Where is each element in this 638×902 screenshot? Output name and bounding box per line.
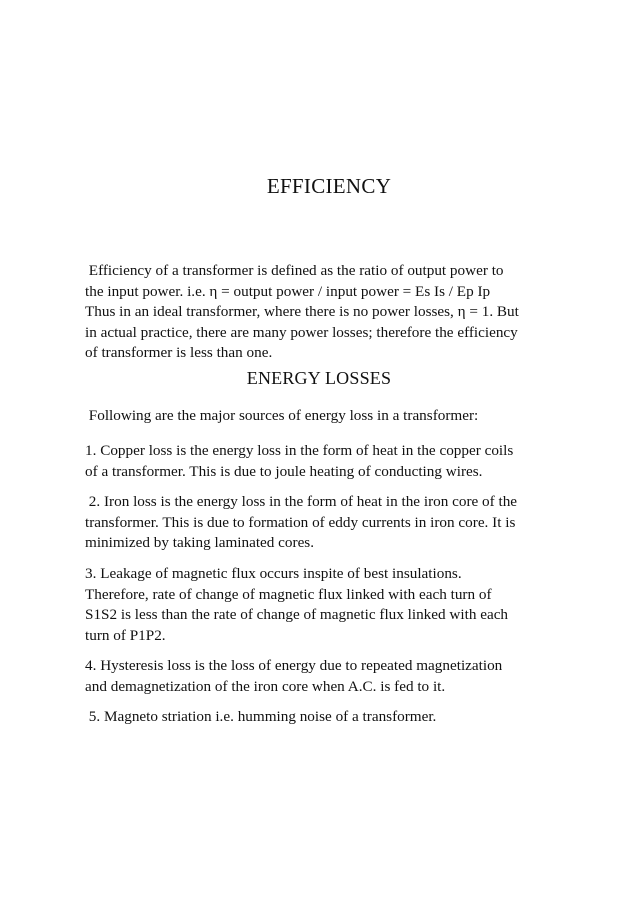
point-hysteresis-loss	[85, 656, 565, 697]
point-line: 2. Iron loss is the energy loss in the form of heat in the iron core of the	[85, 493, 518, 510]
point-line: 5. Magneto striation i.e. humming noise of a transformer.	[85, 708, 437, 725]
point-line: 3. Leakage of magnetic flux occurs inspite of best insulations.	[85, 565, 462, 582]
point-line: Therefore, rate of change of magnetic flux linked with each turn of	[85, 585, 492, 603]
point-line: transformer. This is due to formation of eddy currents in iron core. It is	[85, 513, 516, 531]
lead-line: Following are the major sources of energy loss in a transformer:	[85, 407, 479, 424]
point-line: of a transformer. This is due to joule heating of conducting wires.	[85, 462, 483, 480]
intro-line: the input power. i.e. η = output power / input power = Es Is / Ep Ip	[85, 282, 491, 300]
intro-line: Thus in an ideal transformer, where there is no power losses, η = 1. But	[85, 303, 519, 320]
point-flux-leakage	[85, 564, 565, 646]
page-title: EFFICIENCY	[266, 174, 392, 198]
point-magnetostriction	[85, 707, 565, 728]
intro-line: of transformer is less than one.	[85, 344, 273, 361]
point-line: minimized by taking laminated cores.	[85, 534, 315, 551]
point-iron-loss	[85, 492, 565, 554]
point-line: and demagnetization of the iron core when A.C. is fed to it.	[85, 677, 446, 695]
lead-paragraph	[85, 406, 565, 427]
point-line: turn of P1P2.	[85, 626, 166, 644]
intro-line: in actual practice, there are many power losses; therefore the efficiency	[85, 323, 518, 341]
point-copper-loss	[85, 441, 565, 482]
energy-losses-heading: ENERGY LOSSES	[246, 368, 392, 388]
point-line: S1S2 is less than the rate of change of magnetic flux linked with each	[85, 606, 509, 623]
intro-paragraph	[85, 261, 565, 364]
point-line: 4. Hysteresis loss is the loss of energy due to repeated magnetization	[85, 657, 503, 674]
intro-line: Efficiency of a transformer is defined as the ratio of output power to	[85, 262, 504, 279]
point-line: 1. Copper loss is the energy loss in the form of heat in the copper coils	[85, 442, 514, 459]
